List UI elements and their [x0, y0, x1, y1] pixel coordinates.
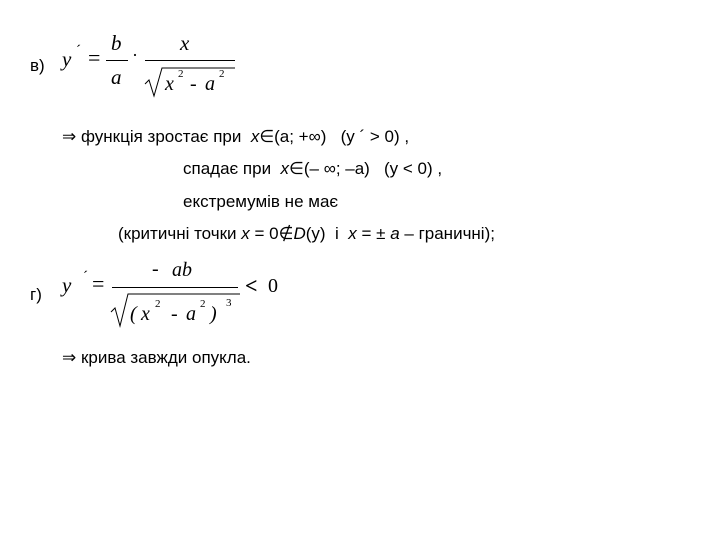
line-increasing-text: функція зростає при [80, 127, 242, 146]
formula-v-frac1-num: b [111, 31, 122, 55]
not-in-icon: ∉ [278, 224, 294, 243]
critical-a: a [390, 224, 400, 243]
formula-g-den-x: x [141, 303, 150, 325]
formula-v-dot: · [132, 45, 138, 65]
formula-v-den-minus: - [190, 73, 197, 95]
formula-g-num-minus: - [152, 258, 159, 280]
critical-x1: x [241, 224, 250, 243]
line-increasing-cond: (y ´ > 0) , [340, 127, 410, 146]
part-g-label: г) [30, 285, 42, 304]
formula-g-lt: < [245, 273, 258, 298]
line-decreasing-x: x [280, 159, 290, 178]
line-decreasing-text: спадає при [183, 159, 272, 178]
critical-i: і [335, 224, 339, 243]
critical-open: (критичні точки [118, 224, 237, 243]
formula-v-frac2-num: x [180, 31, 190, 55]
critical-eq1: = 0 [254, 224, 279, 243]
formula-g-den-exp2: 2 [200, 298, 206, 310]
formula-v-prime: ´ [76, 43, 81, 59]
formula-g-num: ab [172, 259, 192, 281]
critical-eq2: = ± [361, 224, 386, 243]
implies-icon: ⇒ [62, 127, 77, 146]
formula-v-den-exp1: 2 [178, 68, 184, 80]
critical-D: D [293, 224, 306, 243]
formula-g-den-open: ( [130, 303, 137, 325]
formula-g-den-close: ) [210, 303, 217, 325]
formula-v-den-x: x [165, 73, 174, 95]
formula-g-zero: 0 [268, 275, 278, 297]
formula-g-prime: ´ [83, 269, 88, 285]
formula-v-frac1-den: a [111, 65, 122, 89]
part-v-label: в) [30, 56, 45, 75]
line-increasing-interval: ∈(a; +∞) [259, 127, 327, 146]
formula-v-lhs: y [62, 47, 72, 71]
line-decreasing-cond: (y < 0) , [384, 159, 443, 178]
formula-g-den-exp1: 2 [155, 298, 161, 310]
formula-g-eq: = [92, 271, 105, 296]
line-conclusion [62, 348, 251, 368]
formula-g-den-exp3: 3 [226, 297, 232, 309]
implies-icon: ⇒ [62, 348, 77, 367]
formula-g-den-a: a [186, 303, 196, 325]
line-increasing-x: x [250, 127, 260, 146]
critical-Dy: (y) [305, 224, 326, 243]
formula-g-lhs: y [62, 273, 72, 297]
formula-v-den-a: a [205, 73, 215, 95]
formula-g-den-minus: - [171, 303, 178, 325]
conclusion-text: крива завжди опукла. [80, 348, 251, 367]
line-no-extrema: екстремумів не має [183, 192, 339, 211]
line-decreasing-interval: ∈(– ∞; –a) [289, 159, 370, 178]
critical-x2: x [348, 224, 357, 243]
formula-v-den-exp2: 2 [219, 68, 225, 80]
critical-rest: – граничні); [404, 224, 495, 243]
formula-v-eq: = [88, 45, 101, 70]
